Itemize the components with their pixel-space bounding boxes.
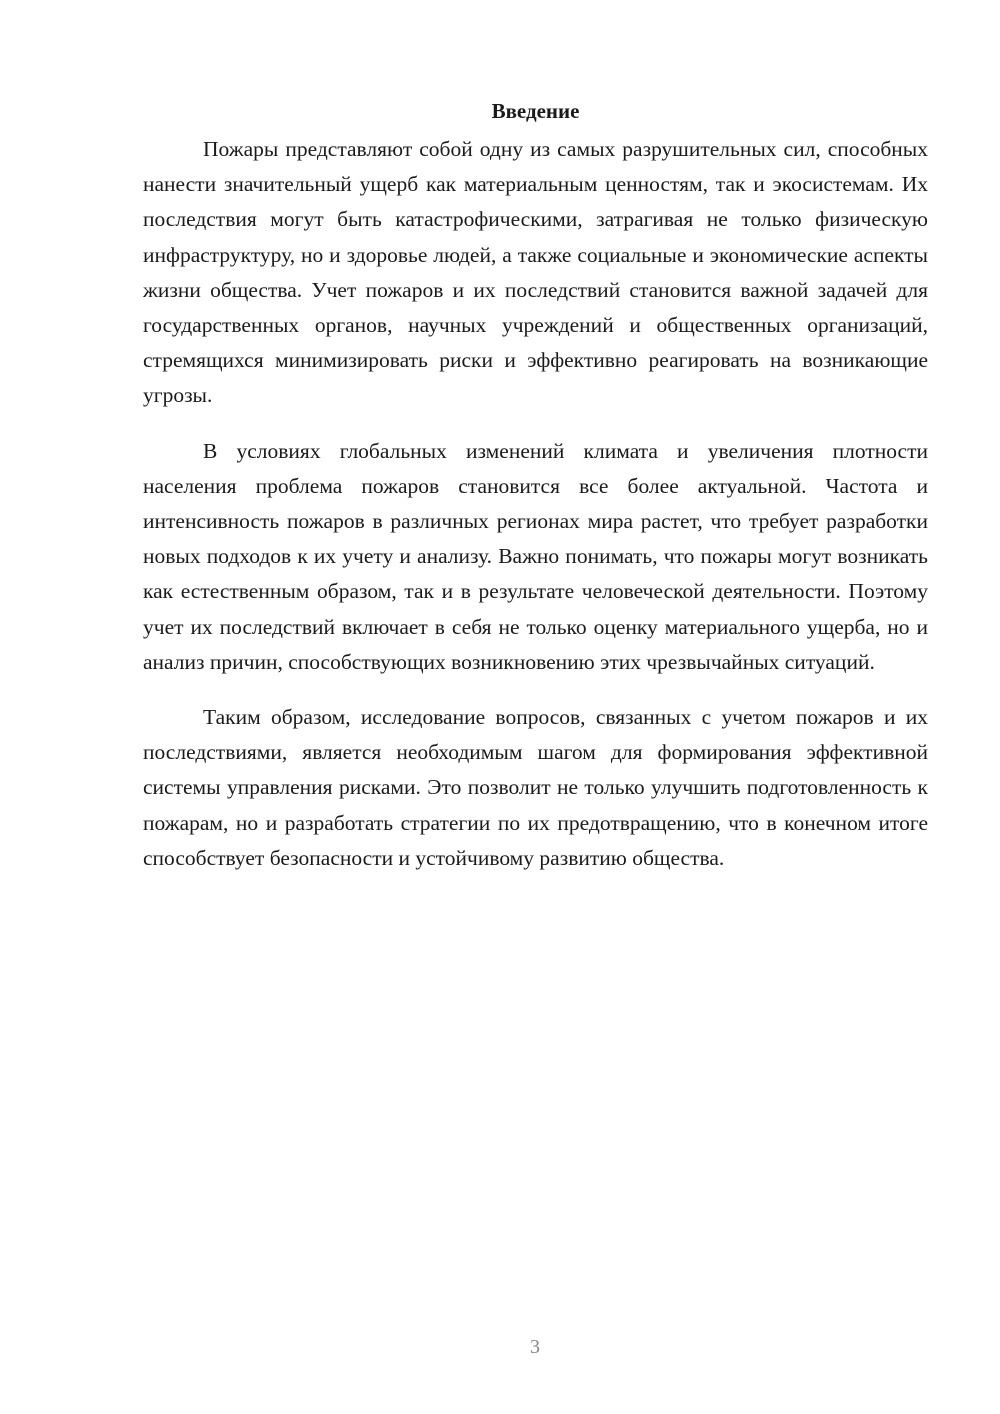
paragraph-3: Таким образом, исследование вопросов, связанных с учетом пожаров и их последствиями, является необходимым шагом для формирования эффективной системы управления рисками. Это позволит не только улучшить подготовленность к пожарам, но и разработать стратегии по их предотвращению, что в конечном итоге способствует безопасности и устойчивому развитию общества. <box>143 705 928 870</box>
page-title: Введение <box>491 99 580 123</box>
paragraph-2: В условиях глобальных изменений климата и увеличения плотности населения проблема пожаров становится все более актуальной. Частота и интенсивность пожаров в различных регионах мира растет, что требует разработки новых подходов к их учету и анализу. Важно понимать, что пожары могут возникать как естественным образом, так и в результате человеческой деятельности. Поэтому учет их последствий включает в себя не только оценку материального ущерба, но и анализ причин, способствующих возникновению этих чрезвычайных ситуаций. <box>143 438 928 674</box>
page-number: 3 <box>530 1336 540 1358</box>
paragraph-1: Пожары представляют собой одну из самых разрушительных сил, способных нанести значительный ущерб как материальным ценностям, так и экосистемам. Их последствия могут быть катастрофическими, затрагивая не только физическую инфраструктуру, но и здоровье людей, а также социальные и экономические аспекты жизни общества. Учет пожаров и их последствий становится важной задачей для государственных органов, научных учреждений и общественных организаций, стремящихся минимизировать риски и эффективно реагировать на возникающие угрозы. <box>143 137 928 408</box>
page-content <box>143 96 928 896</box>
